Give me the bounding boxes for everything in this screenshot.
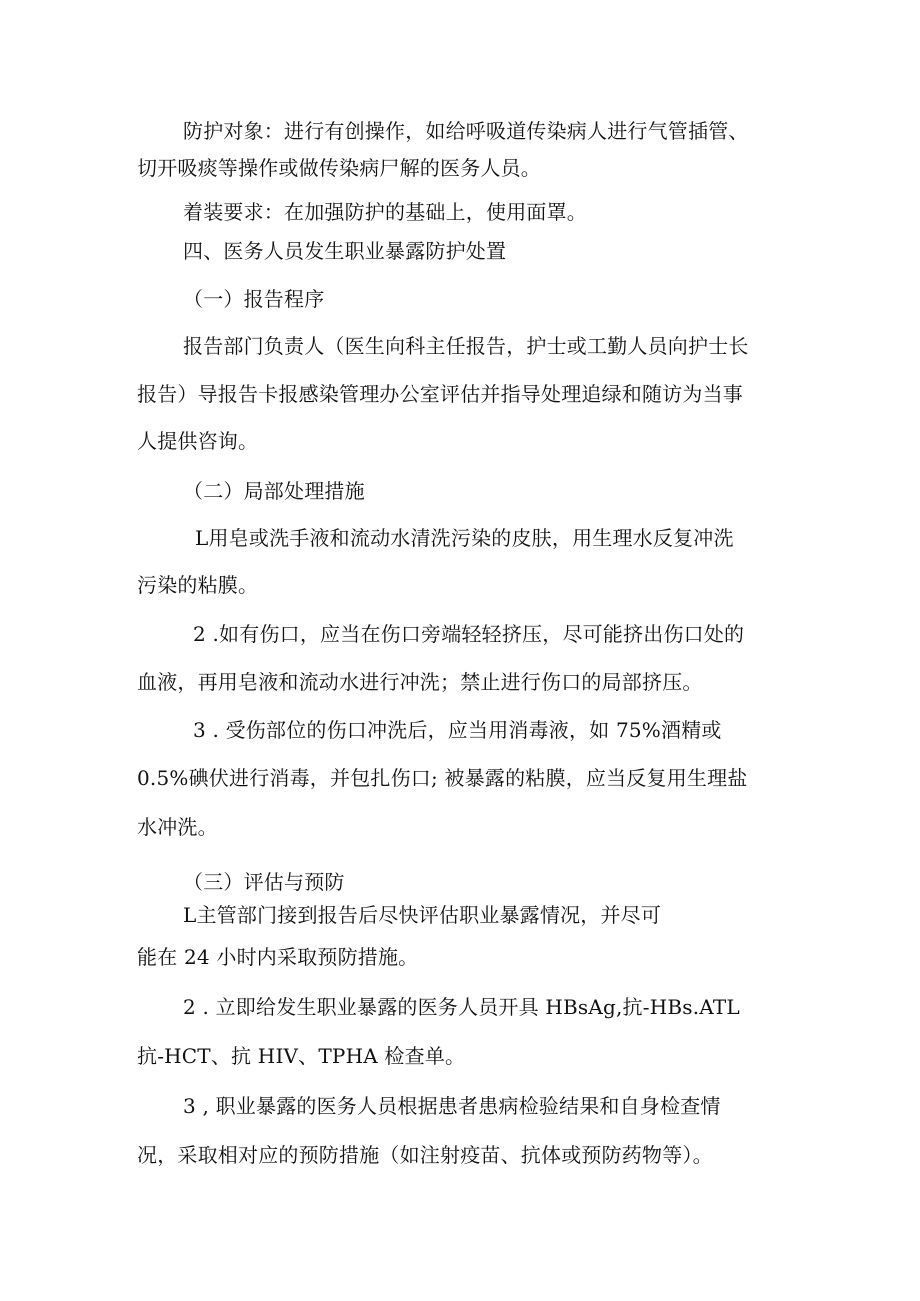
text-line-report-1: 报告部门负责人（医生向科主任报告，护士或工勤人员向护士长 bbox=[183, 334, 749, 358]
text-line-assess-1-cont: 能在 24 小时内采取预防措施。 bbox=[137, 945, 419, 969]
text-line-local-2: 2 .如有伤口，应当在伤口旁端轻轻挤压，尽可能挤出伤口处的 bbox=[193, 622, 745, 646]
text-line-assess-3: 3 , 职业暴露的医务人员根据患者患病检验结果和自身检查情 bbox=[183, 1094, 721, 1118]
text-line-local-1-cont: 污染的粘膜。 bbox=[137, 573, 259, 597]
text-line-assess-3-cont: 况，采取相对应的预防措施（如注射疫苗、抗体或预防药物等）。 bbox=[137, 1143, 713, 1167]
text-line-local-2-cont: 血液，再用皂液和流动水进行冲洗；禁止进行伤口的局部挤压。 bbox=[137, 670, 703, 694]
text-line-report-2: 报告）导报告卡报感染管理办公室评估并指导处理追绿和随访为当事 bbox=[137, 382, 743, 406]
subsection-heading-local-treatment: （二）局部处理措施 bbox=[183, 479, 365, 503]
section-heading-occupational-exposure: 四、医务人员发生职业暴露防护处置 bbox=[183, 239, 507, 263]
text-line-assess-2-cont: 抗-HCT、抗 HIV、TPHA 检查单。 bbox=[137, 1044, 466, 1068]
text-line-report-3: 人提供咨询。 bbox=[137, 429, 259, 453]
text-line-assess-2: 2 . 立即给发生职业暴露的医务人员开具 HBsAg,抗-HBs.ATL bbox=[183, 995, 740, 1019]
text-line-local-3-end: 水冲洗。 bbox=[137, 815, 218, 839]
text-line-local-1: L用皂或洗手液和流动水清洗污染的皮肤，用生理水反复冲洗 bbox=[195, 526, 734, 550]
subsection-heading-report-procedure: （一）报告程序 bbox=[183, 287, 325, 311]
text-line-dress-requirement: 着装要求：在加强防护的基础上，使用面罩。 bbox=[183, 200, 587, 224]
text-line-protection-target: 防护对象：进行有创操作，如给呼吸道传染病人进行气管插管、 bbox=[183, 119, 749, 143]
text-line-local-3: 3 . 受伤部位的伤口冲洗后，应当用消毒液，如 75%酒精或 bbox=[193, 718, 722, 742]
text-line-local-3-cont: 0.5%碘伏进行消毒，并包扎伤口; 被暴露的粘膜，应当反复用生理盐 bbox=[137, 766, 748, 790]
text-line-assess-1: L主管部门接到报告后尽快评估职业暴露情况，并尽可 bbox=[183, 903, 662, 927]
text-line-protection-target-cont: 切开吸痰等操作或做传染病尸解的医务人员。 bbox=[137, 156, 541, 180]
subsection-heading-assessment-prevention: （三）评估与预防 bbox=[183, 870, 345, 894]
